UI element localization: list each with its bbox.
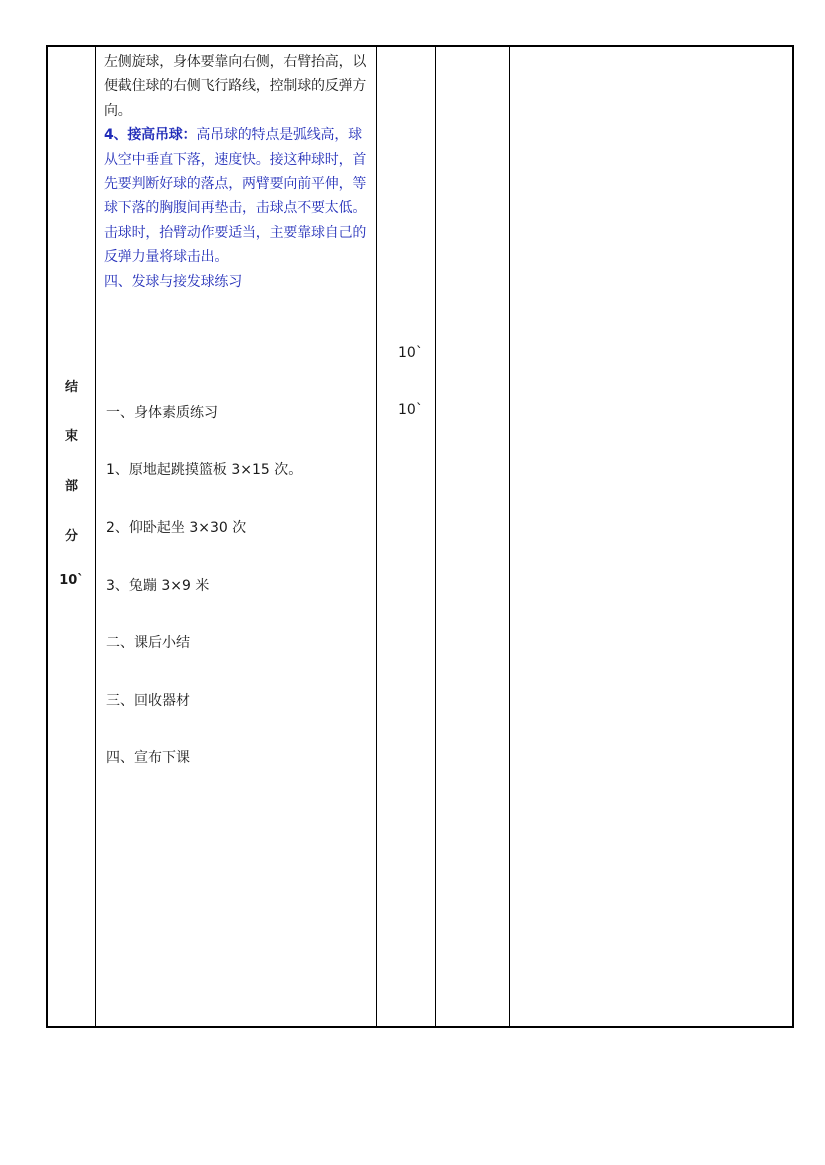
high-ball-title: 4、接高吊球： <box>104 127 197 144</box>
column-divider <box>376 47 377 1026</box>
column-divider <box>435 47 436 1026</box>
section-label-time: 10` <box>59 573 84 588</box>
list-item: 一、身体素质练习 <box>106 405 218 421</box>
time-value: 10` <box>398 345 423 361</box>
section-label-char: 部 <box>64 479 78 494</box>
column-divider <box>95 47 96 1026</box>
list-item: 四、宣布下课 <box>106 750 190 766</box>
section-label-char: 束 <box>64 429 78 444</box>
paragraph-black: 左侧旋球，身体要靠向右侧，右臂抬高，以便截住球的右侧飞行路线，控制球的反弹方向。 <box>104 54 367 119</box>
list-item: 3、兔蹦 3×9 米 <box>106 578 210 594</box>
paragraph-high-ball <box>104 123 372 269</box>
list-item: 三、回收器材 <box>106 693 190 709</box>
list-item: 2、仰卧起坐 3×30 次 <box>106 520 247 536</box>
lesson-plan-table <box>46 45 794 1028</box>
lesson-content <box>104 50 372 294</box>
list-item: 二、课后小结 <box>106 635 190 651</box>
section-label-char: 结 <box>64 380 78 395</box>
list-item: 1、原地起跳摸篮板 3×15 次。 <box>106 462 303 478</box>
section4-heading: 四、发球与接发球练习 <box>104 273 242 290</box>
column-divider <box>509 47 510 1026</box>
time-value: 10` <box>398 402 423 418</box>
section-label-char: 分 <box>64 529 78 544</box>
high-ball-text: 高吊球的特点是弧线高，球从空中垂直下落，速度快。接这种球时，首先要判断好球的落点，两臂要向前平伸，等球下落的胸腹间再垫击，击球点不要太低。击球时，抬臂动作要适当，主要靠球自己的反弹力量将球击出。 <box>104 127 367 266</box>
